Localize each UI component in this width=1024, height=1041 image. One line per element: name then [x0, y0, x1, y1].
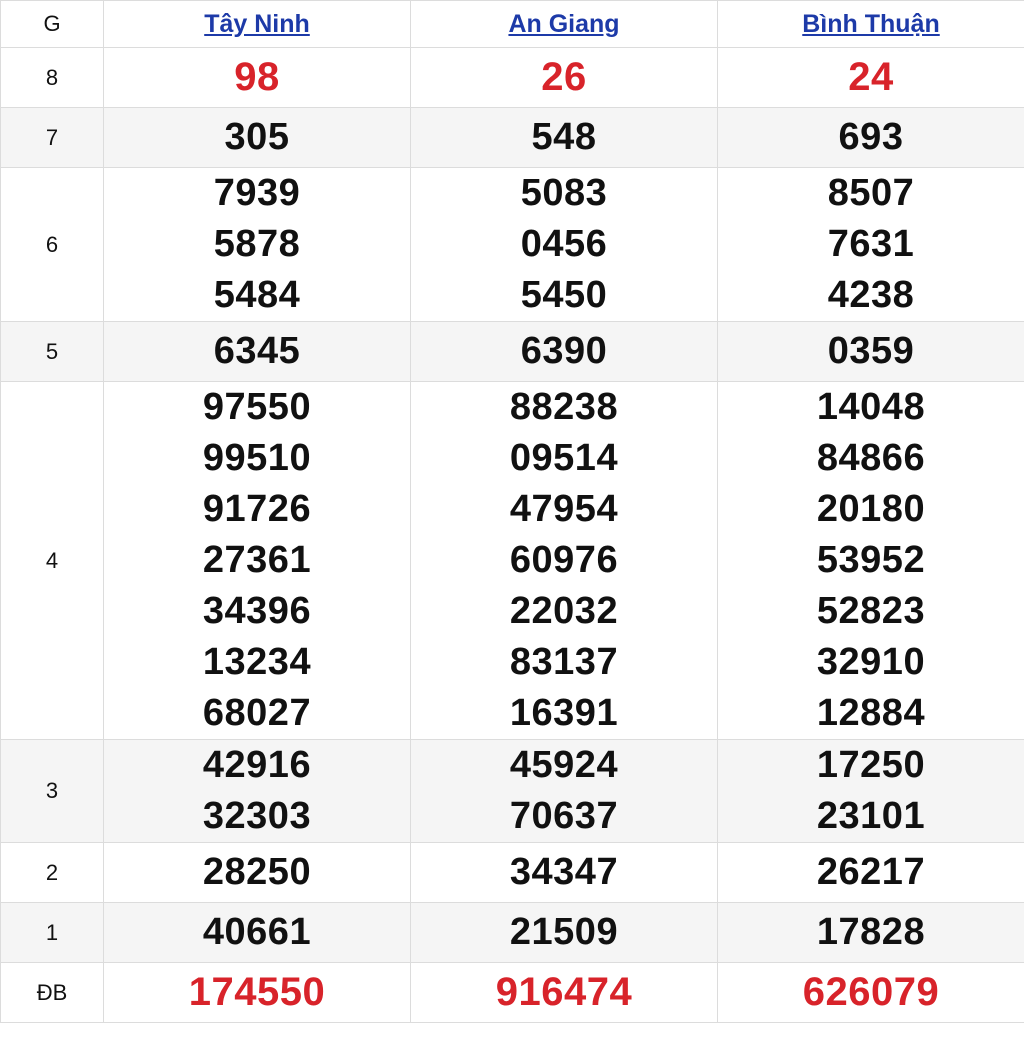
- result-number: 09514: [509, 437, 619, 479]
- prize-label: 6: [1, 168, 104, 322]
- result-cell: [104, 322, 411, 382]
- result-cell: [104, 48, 411, 108]
- result-number: 5083: [520, 172, 608, 214]
- result-number: 20180: [816, 488, 926, 530]
- result-cell: [411, 903, 718, 963]
- result-number: 40661: [202, 911, 312, 953]
- prize-row-4: [1, 382, 1024, 740]
- prize-label: 5: [1, 322, 104, 382]
- result-number: 23101: [816, 795, 926, 837]
- result-number: 26217: [816, 851, 926, 893]
- result-cell: [718, 322, 1024, 382]
- result-cell: [718, 903, 1024, 963]
- result-cell: [411, 740, 718, 843]
- result-number: 28250: [202, 851, 312, 893]
- result-number: 626079: [802, 970, 940, 1014]
- result-number: 26: [541, 55, 587, 99]
- result-cell: [411, 108, 718, 168]
- province-header-an-giang: [411, 1, 718, 48]
- result-number: 305: [224, 116, 290, 158]
- result-number: 6345: [213, 330, 301, 372]
- result-number: 13234: [202, 641, 312, 683]
- prize-label: 4: [1, 382, 104, 740]
- result-number: 42916: [202, 744, 312, 786]
- province-header-tay-ninh: [104, 1, 411, 48]
- result-cell: [718, 108, 1024, 168]
- result-cell: [718, 382, 1024, 740]
- result-cell: [718, 168, 1024, 322]
- prize-row-8: [1, 48, 1024, 108]
- result-number: 8507: [827, 172, 915, 214]
- result-number: 7631: [827, 223, 915, 265]
- result-cell: [718, 740, 1024, 843]
- province-link-binh-thuan[interactable]: Bình Thuận: [802, 9, 940, 38]
- result-cell: [718, 843, 1024, 903]
- result-number: 99510: [202, 437, 312, 479]
- result-number: 34396: [202, 590, 312, 632]
- result-number: 6390: [520, 330, 608, 372]
- prize-label: 1: [1, 903, 104, 963]
- province-link-tay-ninh[interactable]: Tây Ninh: [204, 9, 310, 38]
- prize-row-7: [1, 108, 1024, 168]
- prize-row-5: [1, 322, 1024, 382]
- result-cell: [104, 108, 411, 168]
- header-row: [1, 1, 1024, 48]
- result-cell: [104, 168, 411, 322]
- result-number: 88238: [509, 386, 619, 428]
- result-number: 17250: [816, 744, 926, 786]
- result-cell: [104, 382, 411, 740]
- result-number: 53952: [816, 539, 926, 581]
- province-link-an-giang[interactable]: An Giang: [508, 9, 620, 38]
- result-number: 24: [848, 55, 894, 99]
- prize-row-1: [1, 903, 1024, 963]
- result-number: 0359: [827, 330, 915, 372]
- prize-row-6: [1, 168, 1024, 322]
- prize-label: 3: [1, 740, 104, 843]
- result-number: 91726: [202, 488, 312, 530]
- result-number: 32910: [816, 641, 926, 683]
- prize-label: 2: [1, 843, 104, 903]
- result-number: 12884: [816, 692, 926, 734]
- result-number: 52823: [816, 590, 926, 632]
- result-cell: [411, 963, 718, 1023]
- result-number: 21509: [509, 911, 619, 953]
- result-number: 693: [838, 116, 904, 158]
- result-cell: [411, 322, 718, 382]
- result-number: 70637: [509, 795, 619, 837]
- result-number: 5878: [213, 223, 301, 265]
- prize-column-header: G: [1, 1, 104, 48]
- result-number: 548: [531, 116, 597, 158]
- result-number: 68027: [202, 692, 312, 734]
- result-number: 5484: [213, 274, 301, 316]
- result-number: 7939: [213, 172, 301, 214]
- result-number: 27361: [202, 539, 312, 581]
- result-number: 0456: [520, 223, 608, 265]
- result-number: 84866: [816, 437, 926, 479]
- result-cell: [104, 963, 411, 1023]
- result-cell: [411, 382, 718, 740]
- result-number: 60976: [509, 539, 619, 581]
- result-number: 916474: [495, 970, 633, 1014]
- result-cell: [104, 843, 411, 903]
- result-number: 4238: [827, 274, 915, 316]
- result-cell: [104, 903, 411, 963]
- result-number: 97550: [202, 386, 312, 428]
- result-cell: [411, 168, 718, 322]
- result-number: 5450: [520, 274, 608, 316]
- result-number: 45924: [509, 744, 619, 786]
- result-number: 32303: [202, 795, 312, 837]
- result-number: 17828: [816, 911, 926, 953]
- result-number: 34347: [509, 851, 619, 893]
- prize-label: 8: [1, 48, 104, 108]
- result-number: 174550: [188, 970, 326, 1014]
- prize-label: 7: [1, 108, 104, 168]
- result-cell: [104, 740, 411, 843]
- result-number: 22032: [509, 590, 619, 632]
- result-cell: [718, 963, 1024, 1023]
- result-number: 83137: [509, 641, 619, 683]
- result-cell: [411, 48, 718, 108]
- prize-row-2: [1, 843, 1024, 903]
- result-cell: [718, 48, 1024, 108]
- result-number: 14048: [816, 386, 926, 428]
- prize-row-special: [1, 963, 1024, 1023]
- result-number: 98: [234, 55, 280, 99]
- province-header-binh-thuan: [718, 1, 1024, 48]
- prize-row-3: [1, 740, 1024, 843]
- prize-label: ĐB: [1, 963, 104, 1023]
- result-number: 47954: [509, 488, 619, 530]
- result-cell: [411, 843, 718, 903]
- result-number: 16391: [509, 692, 619, 734]
